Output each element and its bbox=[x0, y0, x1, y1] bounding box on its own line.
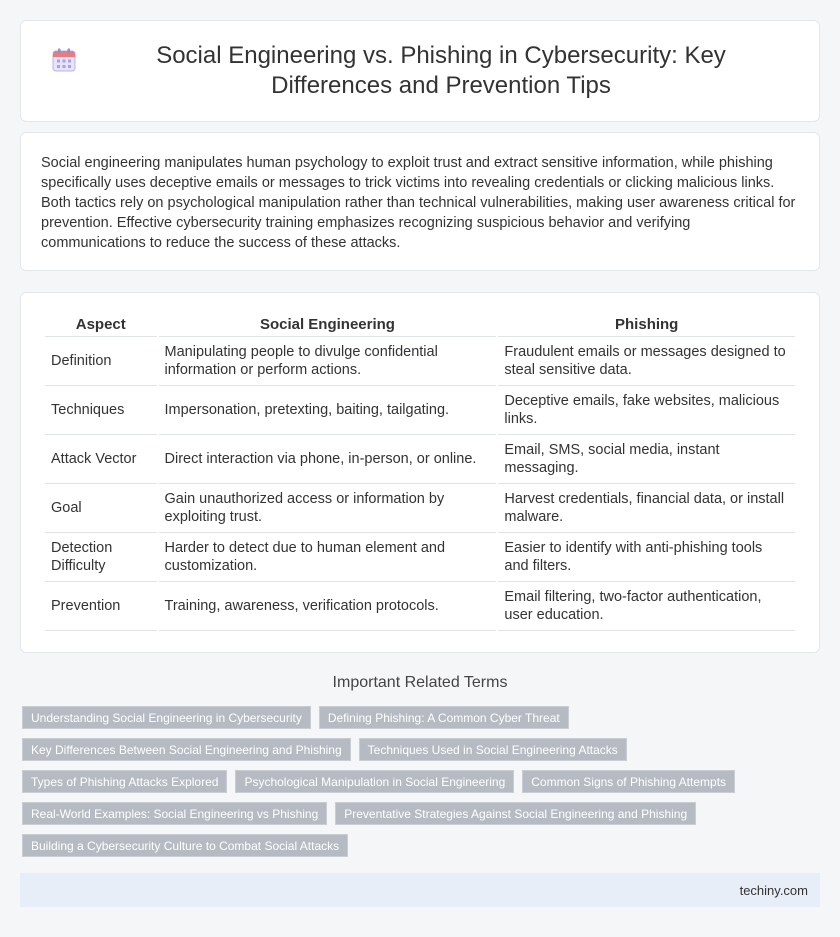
related-term-tag[interactable]: Techniques Used in Social Engineering Attacks bbox=[359, 738, 627, 761]
row-social-engineering: Training, awareness, verification protocols. bbox=[159, 582, 497, 631]
related-term-tag[interactable]: Preventative Strategies Against Social Engineering and Phishing bbox=[335, 802, 696, 825]
row-social-engineering: Gain unauthorized access or information by exploiting trust. bbox=[159, 484, 497, 533]
footer-site: techiny.com bbox=[739, 882, 808, 898]
comparison-table bbox=[43, 315, 797, 631]
related-term-tag[interactable]: Understanding Social Engineering in Cybersecurity bbox=[22, 706, 311, 729]
related-term-tag[interactable]: Psychological Manipulation in Social Engineering bbox=[235, 770, 514, 793]
table-header-social-engineering: Social Engineering bbox=[159, 315, 497, 337]
related-terms-list bbox=[22, 706, 782, 857]
table-row bbox=[45, 484, 795, 533]
row-social-engineering: Harder to detect due to human element and customization. bbox=[159, 533, 497, 582]
comparison-table-card bbox=[20, 292, 820, 653]
related-term-tag[interactable]: Real-World Examples: Social Engineering vs Phishing bbox=[22, 802, 327, 825]
row-phishing: Harvest credentials, financial data, or install malware. bbox=[498, 484, 795, 533]
related-term-tag[interactable]: Common Signs of Phishing Attempts bbox=[522, 770, 735, 793]
row-aspect: Attack Vector bbox=[45, 435, 157, 484]
row-phishing: Email, SMS, social media, instant messaging. bbox=[498, 435, 795, 484]
table-row bbox=[45, 386, 795, 435]
row-phishing: Email filtering, two-factor authentication, user education. bbox=[498, 582, 795, 631]
row-aspect: Prevention bbox=[45, 582, 157, 631]
table-header-aspect: Aspect bbox=[45, 315, 157, 337]
title-wrap bbox=[51, 41, 789, 101]
row-phishing: Deceptive emails, fake websites, malicious links. bbox=[498, 386, 795, 435]
intro-paragraph: Social engineering manipulates human psychology to exploit trust and extract sensitive information, while phishing specifically uses deceptive emails or messages to trick victims into revealing credentials or clicking malicious links. Both tactics rely on psychological manipulation rather than technical vulnerabilities, making user awareness critical for prevention. Effective cybersecurity training emphasizes recognizing suspicious behavior and verifying communications to reduce the success of these attacks. bbox=[41, 155, 796, 251]
table-row bbox=[45, 582, 795, 631]
table-header-phishing: Phishing bbox=[498, 315, 795, 337]
table-row bbox=[45, 337, 795, 386]
row-phishing: Easier to identify with anti-phishing tools and filters. bbox=[498, 533, 795, 582]
row-aspect: Definition bbox=[45, 337, 157, 386]
related-terms-title: Important Related Terms bbox=[332, 674, 508, 691]
table-header-row bbox=[45, 315, 795, 337]
row-social-engineering: Manipulating people to divulge confidential information or perform actions. bbox=[159, 337, 497, 386]
page-title: Social Engineering vs. Phishing in Cybersecurity: Key Differences and Prevention Tips bbox=[156, 42, 726, 99]
row-social-engineering: Impersonation, pretexting, baiting, tailgating. bbox=[159, 386, 497, 435]
related-term-tag[interactable]: Key Differences Between Social Engineering and Phishing bbox=[22, 738, 351, 761]
table-row bbox=[45, 435, 795, 484]
header-card bbox=[20, 20, 820, 122]
related-term-tag[interactable]: Defining Phishing: A Common Cyber Threat bbox=[319, 706, 569, 729]
row-social-engineering: Direct interaction via phone, in-person, or online. bbox=[159, 435, 497, 484]
table-row bbox=[45, 533, 795, 582]
row-aspect: Techniques bbox=[45, 386, 157, 435]
related-term-tag[interactable]: Building a Cybersecurity Culture to Combat Social Attacks bbox=[22, 834, 348, 857]
footer bbox=[20, 873, 820, 907]
intro-card bbox=[20, 132, 820, 271]
row-aspect: Goal bbox=[45, 484, 157, 533]
row-phishing: Fraudulent emails or messages designed to steal sensitive data. bbox=[498, 337, 795, 386]
related-term-tag[interactable]: Types of Phishing Attacks Explored bbox=[22, 770, 227, 793]
calendar-icon bbox=[51, 47, 77, 73]
row-aspect: Detection Difficulty bbox=[45, 533, 157, 582]
